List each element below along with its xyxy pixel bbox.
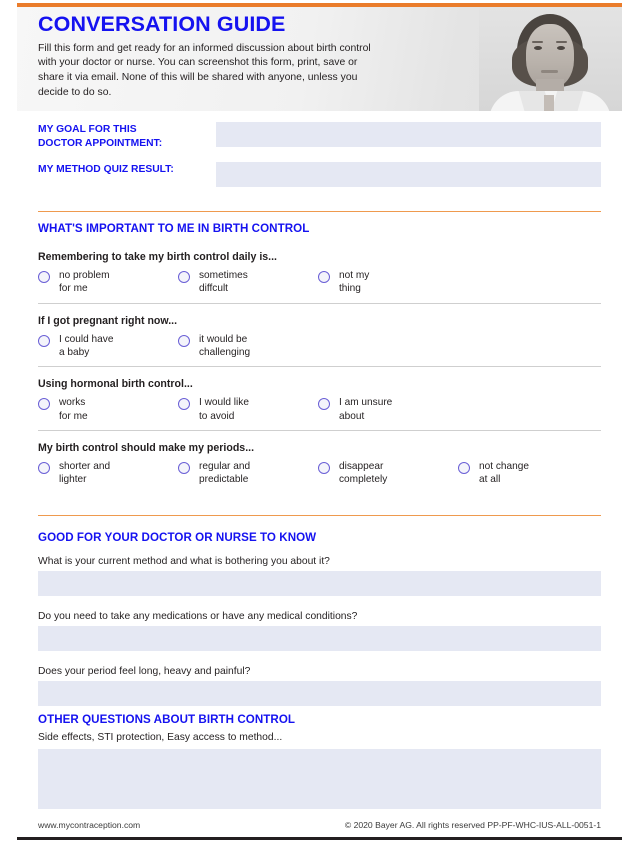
- portrait-eye-right: [557, 46, 565, 50]
- doctor-section-heading: GOOD FOR YOUR DOCTOR OR NURSE TO KNOW: [38, 531, 317, 544]
- doctor-section: [38, 531, 601, 706]
- option-shorter-and-lighter[interactable]: [38, 460, 178, 487]
- other-section-hint: Side effects, STI protection, Easy access to method...: [38, 732, 283, 743]
- option-i-could-have-a-baby[interactable]: [38, 333, 178, 360]
- question-2-title: If I got pregnant right now...: [38, 314, 178, 327]
- question-3-options: [38, 396, 601, 423]
- page-header: [17, 3, 622, 111]
- other-section-heading: OTHER QUESTIONS ABOUT BIRTH CONTROL: [38, 713, 296, 726]
- option-not-change-at-all[interactable]: [458, 460, 598, 487]
- quiz-result-field-label-line1: MY METHOD QUIZ RESULT:: [38, 164, 174, 176]
- portrait-brow-right: [556, 41, 567, 43]
- quiz-result-field-row: [38, 162, 601, 187]
- goal-field-row: [38, 122, 601, 150]
- option-not-my-thing[interactable]: [318, 269, 458, 296]
- radio-icon[interactable]: [178, 462, 190, 474]
- quiz-result-field-label: [38, 162, 216, 177]
- page-title: CONVERSATION GUIDE: [38, 12, 286, 36]
- option-disappear-completely[interactable]: [318, 460, 458, 487]
- portrait-eye-left: [534, 46, 542, 50]
- radio-icon[interactable]: [38, 335, 50, 347]
- doctor-question-1-text: What is your current method and what is bothering you about it?: [38, 556, 330, 567]
- option-label: I would like to avoid: [199, 397, 249, 422]
- doctor-answer-3-input[interactable]: [38, 681, 601, 706]
- radio-icon[interactable]: [458, 462, 470, 474]
- question-1-options: [38, 269, 601, 296]
- doctor-answer-1-input[interactable]: [38, 571, 601, 596]
- option-label: regular and predictable: [199, 460, 251, 486]
- other-questions-input[interactable]: [38, 749, 601, 809]
- radio-icon[interactable]: [178, 271, 190, 283]
- doctor-answer-2-input[interactable]: [38, 626, 601, 651]
- option-label: not change at all: [479, 460, 529, 486]
- goal-field-label-line1: MY GOAL FOR THIS: [38, 124, 137, 135]
- radio-icon[interactable]: [318, 398, 330, 410]
- radio-icon[interactable]: [38, 271, 50, 283]
- question-group-4: [38, 442, 601, 487]
- divider-orange-middle: [38, 515, 601, 516]
- quiz-result-input[interactable]: [216, 162, 601, 187]
- option-works-for-me[interactable]: [38, 396, 178, 423]
- question-4-options: [38, 460, 601, 487]
- option-label: it would be challenging: [199, 333, 251, 358]
- option-sometimes-diffcult[interactable]: [178, 269, 318, 296]
- other-questions-section: [38, 713, 601, 809]
- goal-input[interactable]: [216, 122, 601, 147]
- question-group-3: [38, 378, 601, 431]
- option-label: I could have a baby: [59, 333, 114, 358]
- radio-icon[interactable]: [178, 398, 190, 410]
- question-group-2: [38, 315, 601, 368]
- page-footer: [38, 820, 601, 830]
- radio-icon[interactable]: [318, 462, 330, 474]
- portrait-tie: [544, 95, 554, 111]
- portrait-mouth: [541, 70, 558, 73]
- doctor-question-2: [38, 611, 601, 651]
- footer-website[interactable]: www.mycontraception.com: [38, 820, 141, 830]
- doctor-question-2-text: Do you need to take any medications or have any medical conditions?: [38, 611, 358, 622]
- question-1-title: Remembering to take my birth control daily is...: [38, 251, 278, 263]
- footer-copyright: © 2020 Bayer AG. All rights reserved PP-PF-WHC-IUS-ALL-0051-1: [344, 820, 601, 830]
- option-regular-and-predictable[interactable]: [178, 460, 318, 487]
- option-label: sometimes diffcult: [199, 270, 248, 295]
- option-i-would-like-to-avoid[interactable]: [178, 396, 318, 423]
- important-section: [38, 222, 601, 494]
- doctor-question-3: [38, 666, 601, 706]
- divider-question-3: [38, 430, 601, 431]
- option-label: not my thing: [339, 270, 370, 295]
- divider-orange-top: [38, 211, 601, 212]
- radio-icon[interactable]: [318, 271, 330, 283]
- question-2-options: [38, 333, 601, 360]
- radio-icon[interactable]: [178, 335, 190, 347]
- doctor-question-3-text: Does your period feel long, heavy and painful?: [38, 666, 251, 677]
- goal-field-label-line2: DOCTOR APPOINTMENT:: [38, 137, 163, 149]
- option-label: shorter and lighter: [59, 460, 111, 486]
- portrait-brow-left: [532, 41, 543, 43]
- option-label: no problem for me: [59, 270, 110, 295]
- question-4-title: My birth control should make my periods...: [38, 441, 255, 454]
- radio-icon[interactable]: [38, 398, 50, 410]
- top-fields-group: [38, 122, 601, 199]
- doctor-portrait-image: [479, 7, 622, 111]
- goal-field-label: [38, 122, 216, 150]
- option-no-problem-for-me[interactable]: [38, 269, 178, 296]
- important-section-heading: WHAT'S IMPORTANT TO ME IN BIRTH CONTROL: [38, 222, 310, 235]
- header-description: Fill this form and get ready for an informed discussion about birth control with your doctor or nurse. You can screenshot this form, print, save or share it via email. None of this will be shared with anyone, unless you decide to do so.: [38, 42, 371, 98]
- question-3-title: Using hormonal birth control...: [38, 378, 193, 391]
- divider-question-1: [38, 303, 601, 304]
- divider-question-2: [38, 366, 601, 367]
- option-it-would-be-challenging[interactable]: [178, 333, 318, 360]
- option-label: works for me: [59, 397, 88, 422]
- doctor-question-1: [38, 556, 601, 596]
- radio-icon[interactable]: [38, 462, 50, 474]
- option-label: disappear completely: [339, 460, 388, 486]
- option-label: I am unsure about: [339, 397, 393, 422]
- header-text-block: [38, 13, 438, 101]
- option-i-am-unsure-about[interactable]: [318, 396, 458, 423]
- question-group-1: [38, 251, 601, 304]
- bottom-bar: [17, 837, 622, 840]
